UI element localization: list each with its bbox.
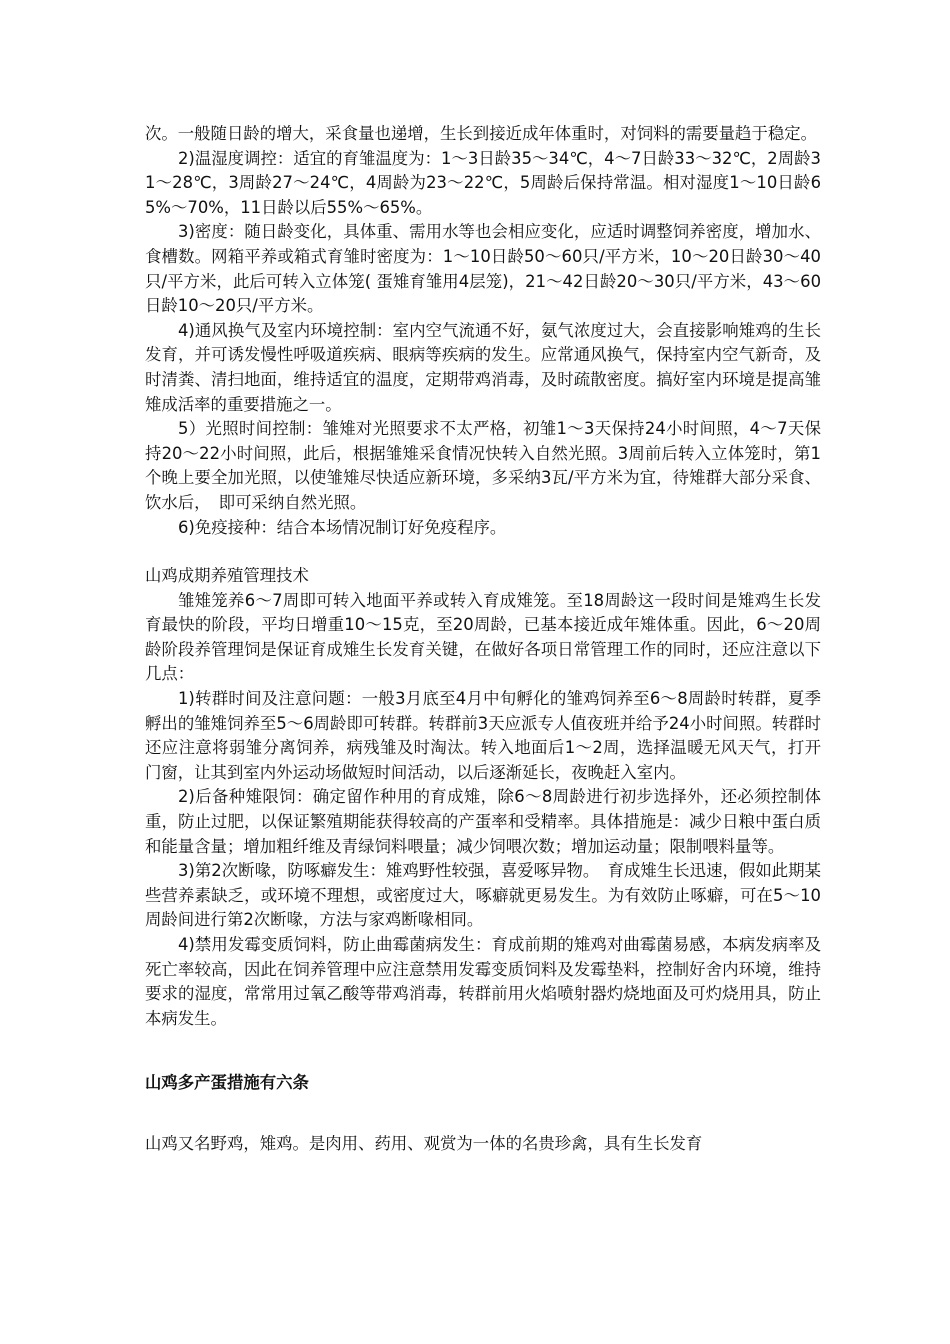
section-title-growing-management: 山鸡成期养殖管理技术 [145, 566, 309, 586]
paragraph-transfer: 1)转群时间及注意问题：一般3月底至4月中旬孵化的雏鸡饲养至6～8周龄时转群，夏季孵出的雏雉饲养至5～6周龄即可转群。转群前3天应派专人值夜班并给予24小时间照。转群时还应注意将弱雏分离饲养，病残雏及时淘汰。转入地面后1～2周，选择温暖无风天气，打开门窗，让其到室内外运动场做短时间活动，以后逐渐延长，夜晚赶入室内。 [145, 689, 821, 782]
paragraph-mold-prevention: 4)禁用发霉变质饲料，防止曲霉菌病发生：育成前期的雉鸡对曲霉菌易感，本病发病率及死亡率较高，因此在饲养管理中应注意禁用发霉变质饲料及发霉垫料，控制好舍内环境，维持要求的湿度，常常用过氧乙酸等带鸡消毒，转群前用火焰喷射器灼烧地面及可灼烧用具，防止本病发生。 [145, 935, 821, 1028]
paragraph-pheasant-intro: 山鸡又名野鸡，雉鸡。是肉用、药用、观赏为一体的名贵珍禽，具有生长发育 [145, 1133, 703, 1153]
paragraph-ventilation: 4)通风换气及室内环境控制：室内空气流通不好，氨气浓度过大，会直接影响雉鸡的生长发育，并可诱发慢性呼吸道疾病、眼病等疾病的发生。应常通风换气，保持室内空气新奇，及时清粪、清扫地面，维持适宜的温度，定期带鸡消毒，及时疏散密度。搞好室内环境是提高雏雉成活率的重要措施之一。 [145, 320, 821, 414]
paragraph-restricted-feeding: 2)后备种雉限饲：确定留作种用的育成雉，除6～8周龄进行初步选择外，还必须控制体重，防止过肥，以保证繁殖期能获得较高的产蛋率和受精率。具体措施是：减少日粮中蛋白质和能量含量；增加粗纤维及青绿饲料喂量；减少饲喂次数；增加运动量；限制喂料量等。 [145, 787, 821, 856]
paragraph-growing-intro: 雏雉笼养6～7周即可转入地面平养或转入育成雉笼。至18周龄这一段时间是雉鸡生长发育最快的阶段，平均日增重10～15克，至20周龄，已基本接近成年雉体重。因此，6～20周龄阶段养管理饲是保证育成雉生长发育关键，在做好各项日常管理工作的同时，还应注意以下几点： [145, 590, 821, 684]
paragraph-immunization: 6)免疫接种：结合本场情况制订好免疫程序。 [178, 517, 507, 537]
paragraph-density: 3)密度：随日龄变化，具体重、需用水等也会相应变化，应适时调整饲养密度，增加水、食槽数。网箱平养或箱式育雏时密度为：1～10日龄50～60只/平方米，10～20日龄30～40只/平方米，此后可转入立体笼( 蛋雉育雏用4层笼)，21～42日龄20～30只/平方米，43～60日龄10～20只/平方米。 [145, 222, 821, 316]
document-page [145, 122, 821, 1157]
section-title-egg-production: 山鸡多产蛋措施有六条 [145, 1073, 309, 1093]
paragraph-temperature-humidity: 2)温湿度调控：适宜的育雏温度为：1～3日龄35～34℃，4～7日龄33～32℃，2周龄31～28℃，3周龄27～24℃，4周龄为23～22℃，5周龄后保持常温。相对湿度1～10日龄65%～70%，11日龄以后55%～65%。 [145, 148, 821, 217]
paragraph-lighting: 5）光照时间控制：雏雉对光照要求不太严格，初雏1～3天保持24小时间照，4～7天保持20～22小时间照，此后，根据雏雉采食情况快转入自然光照。3周前后转入立体笼时，第1个晚上要全加光照，以使雏雉尽快适应新环境，多采纳3瓦/平方米为宜，待雉群大部分采食、饮水后， 即可采纳自然光照。 [145, 419, 821, 512]
paragraph-feed-continued: 次。一般随日龄的增大，采食量也递增，生长到接近成年体重时，对饲料的需要量趋于稳定。 [145, 124, 818, 143]
paragraph-beak-trimming: 3)第2次断喙，防啄癖发生：雉鸡野性较强，喜爱啄异物。 育成雉生长迅速，假如此期某些营养素缺乏，或环境不理想，或密度过大，啄癖就更易发生。为有效防止啄癖，可在5～10周龄间进行第2次断喙，方法与家鸡断喙相同。 [145, 861, 821, 930]
